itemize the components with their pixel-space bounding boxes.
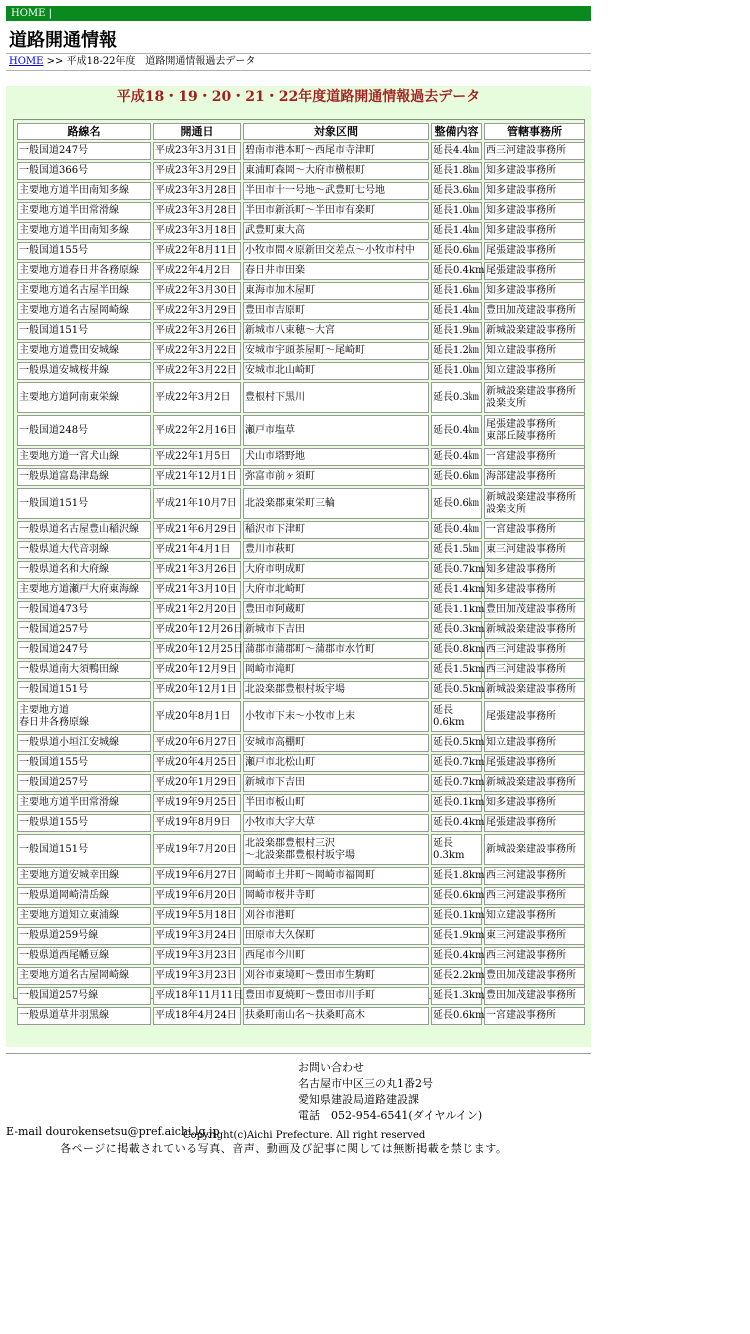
table-row <box>17 814 585 832</box>
work-cell: 延長1.2㎞ <box>431 342 482 360</box>
table-row <box>17 142 585 160</box>
section-cell: 新城市下吉田 <box>243 621 429 639</box>
open-date-cell: 平成21年12月1日 <box>153 468 241 486</box>
home-link-top[interactable]: HOME <box>11 8 46 19</box>
section-cell: 半田市十一号地～武豊町七号地 <box>243 182 429 200</box>
section-cell: 半田市板山町 <box>243 794 429 812</box>
footer-divider <box>6 1053 591 1054</box>
work-cell: 延長1.4㎞ <box>431 222 482 240</box>
open-date-cell: 平成20年12月9日 <box>153 661 241 679</box>
open-date-cell: 平成22年3月2日 <box>153 382 241 413</box>
section-cell: 北設楽郡東栄町三輪 <box>243 488 429 519</box>
route-cell: 一般国道151号 <box>17 834 151 865</box>
section-cell: 岡崎市滝町 <box>243 661 429 679</box>
table-row <box>17 681 585 699</box>
header-work: 整備内容 <box>431 123 482 140</box>
section-cell: 碧南市港本町～西尾市寺津町 <box>243 142 429 160</box>
table-row <box>17 794 585 812</box>
section-cell: 北設楽郡豊根村坂宇場 <box>243 681 429 699</box>
route-cell: 一般県道名和大府線 <box>17 561 151 579</box>
work-cell: 延長1.8㎞ <box>431 162 482 180</box>
office-cell: 新城設楽建設事務所 <box>484 681 585 699</box>
section-cell: 豊田市夏焼町～豊田市川手町 <box>243 987 429 1005</box>
office-cell: 知立建設事務所 <box>484 907 585 925</box>
work-cell: 延長0.7km <box>431 561 482 579</box>
contact-department: 愛知県建設局道路建設課 <box>298 1093 419 1106</box>
table-frame <box>13 119 585 1021</box>
header-route: 路線名 <box>17 123 151 140</box>
table-row <box>17 222 585 240</box>
section-cell: 蒲郡市蒲郡町～蒲郡市水竹町 <box>243 641 429 659</box>
route-cell: 主要地方道 春日井各務原線 <box>17 701 151 732</box>
office-cell: 尾張建設事務所 東部丘陵事務所 <box>484 415 585 446</box>
copyright: Copyright(c)Aichi Prefecture. All right reserved <box>183 1130 426 1141</box>
office-cell: 新城設楽建設事務所 <box>484 621 585 639</box>
route-cell: 一般国道366号 <box>17 162 151 180</box>
section-cell: 北設楽郡豊根村三沢 ～北設楽郡豊根村坂宇場 <box>243 834 429 865</box>
section-cell: 半田市新浜町～半田市有楽町 <box>243 202 429 220</box>
office-cell: 知立建設事務所 <box>484 734 585 752</box>
office-cell: 豊田加茂建設事務所 <box>484 601 585 619</box>
section-cell: 弥富市前ヶ須町 <box>243 468 429 486</box>
route-cell: 一般県道南大須鴨田線 <box>17 661 151 679</box>
route-cell: 一般国道155号 <box>17 242 151 260</box>
table-row <box>17 302 585 320</box>
open-date-cell: 平成21年3月26日 <box>153 561 241 579</box>
open-date-cell: 平成23年3月31日 <box>153 142 241 160</box>
work-cell: 延長0.3km <box>431 621 482 639</box>
work-cell: 延長1.9km <box>431 927 482 945</box>
section-cell: 扶桑町南山名～扶桑町高木 <box>243 1007 429 1025</box>
office-cell: 豊田加茂建設事務所 <box>484 302 585 320</box>
copyright-notice: 各ページに掲載されている写真、音声、動画及び記事に関しては無断掲載を禁じます。 <box>60 1142 508 1155</box>
office-cell: 知多建設事務所 <box>484 202 585 220</box>
content-panel <box>6 86 591 1047</box>
section-cell: 西尾市今川町 <box>243 947 429 965</box>
route-cell: 一般県道大代音羽線 <box>17 541 151 559</box>
table-row <box>17 382 585 413</box>
work-cell: 延長0.1km <box>431 794 482 812</box>
work-cell: 延長0.7km <box>431 774 482 792</box>
work-cell: 延長0.3㎞ <box>431 382 482 413</box>
table-row <box>17 661 585 679</box>
open-date-cell: 平成23年3月28日 <box>153 202 241 220</box>
office-cell: 豊田加茂建設事務所 <box>484 987 585 1005</box>
office-cell: 知多建設事務所 <box>484 182 585 200</box>
table-row <box>17 282 585 300</box>
route-cell: 一般国道247号 <box>17 142 151 160</box>
open-date-cell: 平成22年3月30日 <box>153 282 241 300</box>
open-date-cell: 平成19年6月27日 <box>153 867 241 885</box>
open-date-cell: 平成21年6月29日 <box>153 521 241 539</box>
work-cell: 延長0.1km <box>431 907 482 925</box>
contact-phone: 電話 052-954-6541(ダイヤルイン) <box>298 1109 483 1122</box>
open-date-cell: 平成21年10月7日 <box>153 488 241 519</box>
table-row <box>17 774 585 792</box>
office-cell: 新城設楽建設事務所 <box>484 322 585 340</box>
open-date-cell: 平成23年3月28日 <box>153 182 241 200</box>
table-row <box>17 621 585 639</box>
work-cell: 延長0.4km <box>431 947 482 965</box>
table-row <box>17 1007 585 1025</box>
route-cell: 主要地方道一宮犬山線 <box>17 448 151 466</box>
open-date-cell: 平成22年3月22日 <box>153 342 241 360</box>
work-cell: 延長1.5km <box>431 661 482 679</box>
contact-address: 名古屋市中区三の丸1番2号 <box>298 1077 433 1090</box>
open-date-cell: 平成22年8月11日 <box>153 242 241 260</box>
section-cell: 大府市北崎町 <box>243 581 429 599</box>
route-cell: 一般県道名古屋豊山稲沢線 <box>17 521 151 539</box>
office-cell: 尾張建設事務所 <box>484 754 585 772</box>
section-cell: 安城市北山崎町 <box>243 362 429 380</box>
open-date-cell: 平成20年12月1日 <box>153 681 241 699</box>
work-cell: 延長0.3km <box>431 834 482 865</box>
section-cell: 犬山市塔野地 <box>243 448 429 466</box>
work-cell: 延長4.4㎞ <box>431 142 482 160</box>
section-cell: 岡崎市桜井寺町 <box>243 887 429 905</box>
open-date-cell: 平成22年3月26日 <box>153 322 241 340</box>
work-cell: 延長1.0㎞ <box>431 202 482 220</box>
table-row <box>17 521 585 539</box>
work-cell: 延長2.2km <box>431 967 482 985</box>
open-date-cell: 平成19年3月23日 <box>153 947 241 965</box>
open-date-cell: 平成20年12月26日 <box>153 621 241 639</box>
work-cell: 延長1.4km <box>431 581 482 599</box>
section-cell: 稲沢市下津町 <box>243 521 429 539</box>
route-cell: 主要地方道阿南東栄線 <box>17 382 151 413</box>
table-row <box>17 601 585 619</box>
office-cell: 知多建設事務所 <box>484 794 585 812</box>
section-cell: 春日井市田楽 <box>243 262 429 280</box>
section-cell: 豊田市阿蔵町 <box>243 601 429 619</box>
table-row <box>17 162 585 180</box>
open-date-cell: 平成20年1月29日 <box>153 774 241 792</box>
work-cell: 延長0.4km <box>431 262 482 280</box>
office-cell: 西三河建設事務所 <box>484 641 585 659</box>
section-cell: 豊田市吉原町 <box>243 302 429 320</box>
page-title: 道路開通情報 <box>9 30 117 51</box>
route-cell: 主要地方道豊田安城線 <box>17 342 151 360</box>
office-cell: 海部建設事務所 <box>484 468 585 486</box>
office-cell: 西三河建設事務所 <box>484 142 585 160</box>
open-date-cell: 平成19年8月9日 <box>153 814 241 832</box>
section-cell: 東海市加木屋町 <box>243 282 429 300</box>
route-cell: 一般県道草井羽黒線 <box>17 1007 151 1025</box>
office-cell: 知多建設事務所 <box>484 222 585 240</box>
table-row <box>17 262 585 280</box>
route-cell: 一般県道安城桜井線 <box>17 362 151 380</box>
work-cell: 延長1.0㎞ <box>431 362 482 380</box>
work-cell: 延長1.3km <box>431 987 482 1005</box>
table-row <box>17 907 585 925</box>
office-cell: 西三河建設事務所 <box>484 867 585 885</box>
work-cell: 延長0.8km <box>431 641 482 659</box>
route-cell: 一般国道473号 <box>17 601 151 619</box>
work-cell: 延長0.5km <box>431 734 482 752</box>
section-cell: 大府市明成町 <box>243 561 429 579</box>
section-cell: 東浦町森岡～大府市横根町 <box>243 162 429 180</box>
section-cell: 新城市八束穂～大宮 <box>243 322 429 340</box>
route-cell: 一般県道富島津島線 <box>17 468 151 486</box>
work-cell: 延長3.6㎞ <box>431 182 482 200</box>
open-date-cell: 平成22年3月22日 <box>153 362 241 380</box>
breadcrumb-current: 平成18-22年度 道路開通情報過去データ <box>66 56 256 67</box>
work-cell: 延長0.4㎞ <box>431 448 482 466</box>
table-row <box>17 448 585 466</box>
open-date-cell: 平成22年2月16日 <box>153 415 241 446</box>
route-cell: 一般国道248号 <box>17 415 151 446</box>
table-row <box>17 488 585 519</box>
office-cell: 一宮建設事務所 <box>484 1007 585 1025</box>
table-row <box>17 322 585 340</box>
table-row <box>17 202 585 220</box>
table-row <box>17 468 585 486</box>
route-cell: 一般国道257号線 <box>17 987 151 1005</box>
work-cell: 延長0.6km <box>431 887 482 905</box>
office-cell: 尾張建設事務所 <box>484 814 585 832</box>
work-cell: 延長1.8km <box>431 867 482 885</box>
title-divider <box>6 53 591 54</box>
work-cell: 延長1.5㎞ <box>431 541 482 559</box>
work-cell: 延長0.4㎞ <box>431 521 482 539</box>
section-cell: 豊根村下黒川 <box>243 382 429 413</box>
open-date-cell: 平成21年4月1日 <box>153 541 241 559</box>
route-cell: 一般県道259号線 <box>17 927 151 945</box>
office-cell: 知多建設事務所 <box>484 561 585 579</box>
table-row <box>17 834 585 865</box>
section-cell: 小牧市間々原新田交差点～小牧市村中 <box>243 242 429 260</box>
table-row <box>17 967 585 985</box>
office-cell: 新城設楽建設事務所 設楽支所 <box>484 382 585 413</box>
section-cell: 小牧市大字大草 <box>243 814 429 832</box>
route-cell: 主要地方道半田常滑線 <box>17 794 151 812</box>
table-row <box>17 362 585 380</box>
route-cell: 一般国道257号 <box>17 621 151 639</box>
section-cell: 瀬戸市塩草 <box>243 415 429 446</box>
work-cell: 延長1.6㎞ <box>431 282 482 300</box>
contact-title: お問い合わせ <box>298 1061 364 1074</box>
route-cell: 主要地方道安城幸田線 <box>17 867 151 885</box>
office-cell: 知多建設事務所 <box>484 162 585 180</box>
office-cell: 西三河建設事務所 <box>484 661 585 679</box>
route-cell: 一般国道247号 <box>17 641 151 659</box>
table-row <box>17 887 585 905</box>
section-cell: 安城市高棚町 <box>243 734 429 752</box>
work-cell: 延長0.6㎞ <box>431 488 482 519</box>
route-cell: 主要地方道名古屋岡崎線 <box>17 967 151 985</box>
work-cell: 延長1.4㎞ <box>431 302 482 320</box>
breadcrumb-divider <box>6 70 591 71</box>
breadcrumb-home-link[interactable]: HOME <box>9 56 44 67</box>
office-cell: 東三河建設事務所 <box>484 927 585 945</box>
table-row <box>17 182 585 200</box>
route-cell: 一般国道151号 <box>17 322 151 340</box>
open-date-cell: 平成23年3月18日 <box>153 222 241 240</box>
table-row <box>17 754 585 772</box>
header-open-date: 開通日 <box>153 123 241 140</box>
route-cell: 一般県道岡崎清岳線 <box>17 887 151 905</box>
section-cell: 安城市宇頭茶屋町～尾崎町 <box>243 342 429 360</box>
table-row <box>17 242 585 260</box>
open-date-cell: 平成20年8月1日 <box>153 701 241 732</box>
open-date-cell: 平成19年9月25日 <box>153 794 241 812</box>
office-cell: 知立建設事務所 <box>484 342 585 360</box>
route-cell: 主要地方道名古屋岡崎線 <box>17 302 151 320</box>
section-cell: 小牧市下末～小牧市上末 <box>243 701 429 732</box>
work-cell: 延長0.6km <box>431 701 482 732</box>
route-cell: 主要地方道瀬戸大府東海線 <box>17 581 151 599</box>
office-cell: 西三河建設事務所 <box>484 947 585 965</box>
route-cell: 一般国道151号 <box>17 488 151 519</box>
route-cell: 主要地方道半田南知多線 <box>17 222 151 240</box>
open-date-cell: 平成19年3月23日 <box>153 967 241 985</box>
office-cell: 尾張建設事務所 <box>484 262 585 280</box>
section-cell: 新城市下吉田 <box>243 774 429 792</box>
office-cell: 知多建設事務所 <box>484 581 585 599</box>
road-opening-table <box>15 121 587 1027</box>
table-row <box>17 927 585 945</box>
open-date-cell: 平成19年3月24日 <box>153 927 241 945</box>
contact-block <box>298 1060 528 1124</box>
open-date-cell: 平成21年2月20日 <box>153 601 241 619</box>
route-cell: 主要地方道春日井各務原線 <box>17 262 151 280</box>
breadcrumb-arrow: >> <box>46 56 64 67</box>
open-date-cell: 平成20年4月25日 <box>153 754 241 772</box>
table-row <box>17 867 585 885</box>
work-cell: 延長0.4㎞ <box>431 415 482 446</box>
route-cell: 一般国道151号 <box>17 681 151 699</box>
office-cell: 西三河建設事務所 <box>484 887 585 905</box>
main-heading: 平成18・19・20・21・22年度道路開通情報過去データ <box>116 89 481 105</box>
office-cell: 知多建設事務所 <box>484 282 585 300</box>
section-cell: 豊川市萩町 <box>243 541 429 559</box>
route-cell: 主要地方道知立東浦線 <box>17 907 151 925</box>
top-nav-bar <box>6 6 591 21</box>
route-cell: 主要地方道半田南知多線 <box>17 182 151 200</box>
route-cell: 主要地方道名古屋半田線 <box>17 282 151 300</box>
table-row <box>17 701 585 732</box>
table-row <box>17 415 585 446</box>
header-section: 対象区間 <box>243 123 429 140</box>
work-cell: 延長0.6㎞ <box>431 468 482 486</box>
work-cell: 延長0.6km <box>431 1007 482 1025</box>
route-cell: 一般国道257号 <box>17 774 151 792</box>
open-date-cell: 平成19年7月20日 <box>153 834 241 865</box>
header-office: 管轄事務所 <box>484 123 585 140</box>
route-cell: 一般国道155号 <box>17 754 151 772</box>
section-cell: 瀬戸市北松山町 <box>243 754 429 772</box>
office-cell: 新城設楽建設事務所 <box>484 774 585 792</box>
office-cell: 一宮建設事務所 <box>484 448 585 466</box>
office-cell: 一宮建設事務所 <box>484 521 585 539</box>
section-cell: 岡崎市土井町～岡崎市福岡町 <box>243 867 429 885</box>
office-cell: 豊田加茂建設事務所 <box>484 967 585 985</box>
table-row <box>17 342 585 360</box>
office-cell: 尾張建設事務所 <box>484 701 585 732</box>
section-cell: 刈谷市東境町～豊田市生駒町 <box>243 967 429 985</box>
work-cell: 延長0.7km <box>431 754 482 772</box>
work-cell: 延長1.9㎞ <box>431 322 482 340</box>
section-cell: 刈谷市港町 <box>243 907 429 925</box>
open-date-cell: 平成22年3月29日 <box>153 302 241 320</box>
office-cell: 新城設楽建設事務所 <box>484 834 585 865</box>
section-cell: 武豊町東大高 <box>243 222 429 240</box>
section-cell: 田原市大久保町 <box>243 927 429 945</box>
work-cell: 延長0.6㎞ <box>431 242 482 260</box>
table-row <box>17 987 585 1005</box>
table-row <box>17 641 585 659</box>
table-row <box>17 734 585 752</box>
work-cell: 延長1.1km <box>431 601 482 619</box>
office-cell: 知立建設事務所 <box>484 362 585 380</box>
table-row <box>17 561 585 579</box>
table-row <box>17 947 585 965</box>
open-date-cell: 平成19年6月20日 <box>153 887 241 905</box>
work-cell: 延長0.5km <box>431 681 482 699</box>
breadcrumb <box>9 56 255 68</box>
route-cell: 一般県道小垣江安城線 <box>17 734 151 752</box>
nav-separator: | <box>48 8 53 19</box>
route-cell: 一般県道155号 <box>17 814 151 832</box>
office-cell: 尾張建設事務所 <box>484 242 585 260</box>
route-cell: 主要地方道半田常滑線 <box>17 202 151 220</box>
open-date-cell: 平成18年11月11日 <box>153 987 241 1005</box>
work-cell: 延長0.4km <box>431 814 482 832</box>
open-date-cell: 平成22年1月5日 <box>153 448 241 466</box>
open-date-cell: 平成23年3月29日 <box>153 162 241 180</box>
open-date-cell: 平成20年6月27日 <box>153 734 241 752</box>
table-header-row <box>17 123 585 140</box>
table-row <box>17 541 585 559</box>
open-date-cell: 平成21年3月10日 <box>153 581 241 599</box>
open-date-cell: 平成18年4月24日 <box>153 1007 241 1025</box>
route-cell: 一般県道西尾幡豆線 <box>17 947 151 965</box>
open-date-cell: 平成22年4月2日 <box>153 262 241 280</box>
table-row <box>17 581 585 599</box>
open-date-cell: 平成19年5月18日 <box>153 907 241 925</box>
contact-email[interactable]: E-mail dourokensetsu@pref.aichi.lg.jp <box>6 1125 220 1138</box>
office-cell: 新城設楽建設事務所 設楽支所 <box>484 488 585 519</box>
office-cell: 東三河建設事務所 <box>484 541 585 559</box>
open-date-cell: 平成20年12月25日 <box>153 641 241 659</box>
